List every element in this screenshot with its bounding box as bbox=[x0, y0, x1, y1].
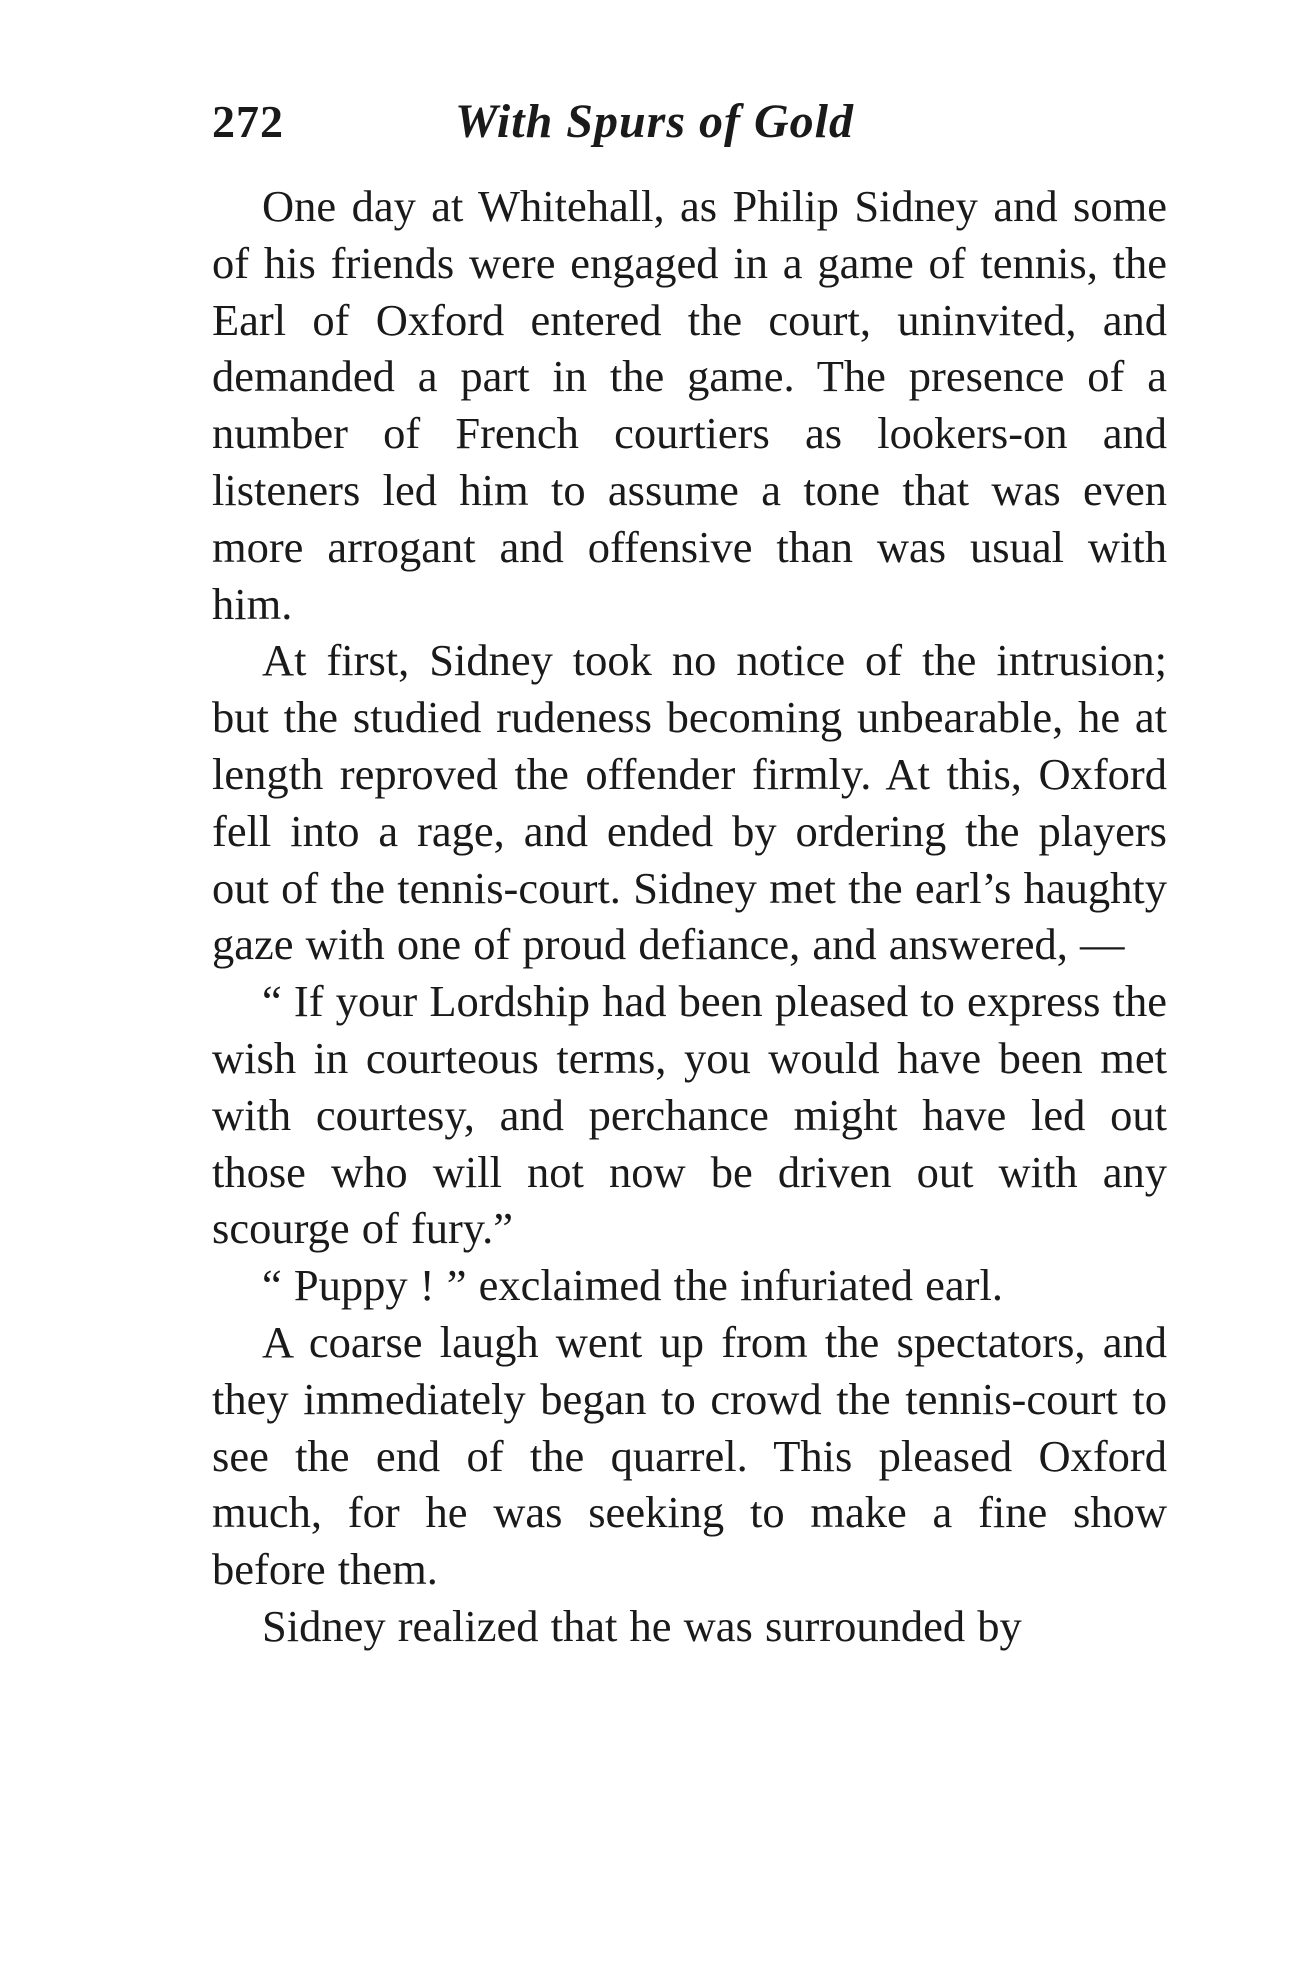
page-number: 272 bbox=[212, 96, 284, 147]
paragraph: “ Puppy ! ” exclaimed the infuriated earl. bbox=[262, 1260, 1003, 1311]
paragraph: At first, Sidney took no notice of the intrusion; but the studied rudeness becoming unbearable, he at length reproved the offender firmly. At this, Oxford fell into a rage, and ended by ordering the players out of the tennis-court. Sidney met the earl’s haughty gaze with one of proud defiance, and answered, — bbox=[212, 635, 1167, 970]
page-header bbox=[212, 92, 1167, 152]
paragraph: Sidney realized that he was surrounded by bbox=[262, 1600, 1022, 1651]
running-title: With Spurs of Gold bbox=[455, 95, 854, 148]
paragraph: One day at Whitehall, as Philip Sidney and some of his friends were engaged in a game of tennis, the Earl of Oxford entered the court, uninvited, and demanded a part in the game. The presence of a number of French courtiers as lookers-on and listeners led him to assume a tone that was even more arrogant and offensive than was usual with him. bbox=[212, 181, 1167, 629]
body-text bbox=[212, 178, 1167, 1655]
paragraph: A coarse laugh went up from the spectators, and they immediately began to crowd the tennis-court to see the end of the quarrel. This pleased Oxford much, for he was seeking to make a fine show before them. bbox=[212, 1316, 1167, 1595]
paragraph: “ If your Lordship had been pleased to express the wish in courteous terms, you would have been met with courtesy, and perchance might have led out those who will not now be driven out with any scourge of fury.” bbox=[212, 976, 1167, 1254]
